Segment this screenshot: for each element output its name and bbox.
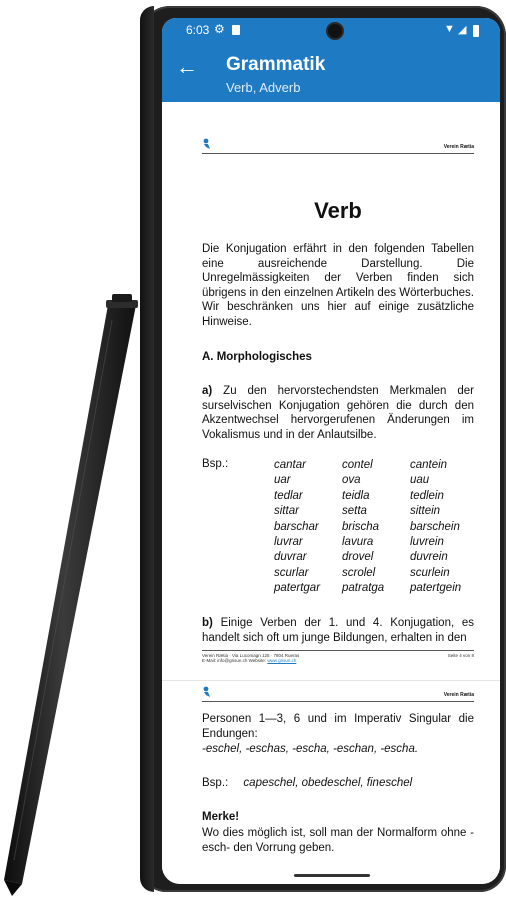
battery-icon <box>473 25 479 37</box>
app-bar <box>162 44 500 102</box>
paragraph-b <box>202 616 474 645</box>
example-word: setta <box>342 505 367 518</box>
header-association: Verein Rætia <box>443 144 474 150</box>
document-viewer[interactable] <box>162 102 500 884</box>
document-title: Verb <box>314 198 362 223</box>
example-word: lavura <box>342 536 374 549</box>
app-title: Grammatik <box>226 54 326 75</box>
app-subtitle: Verb, Adverb <box>226 80 301 95</box>
header-association: Verein Rætia <box>443 692 474 698</box>
example-word: sittar <box>274 505 299 518</box>
phone-screen <box>162 18 500 884</box>
footer-website-label: Website: <box>248 658 267 663</box>
signal-icon: ◢ <box>458 24 467 36</box>
paragraph-b-label: b) <box>202 617 213 629</box>
example-word: scurlar <box>274 566 309 579</box>
logo-icon <box>202 138 212 150</box>
example-word: brischa <box>342 520 380 533</box>
example-word: scurlein <box>410 566 450 579</box>
example-word: tedlar <box>274 489 303 502</box>
example-word: duvrar <box>274 551 307 564</box>
page2-examples-values: capeschel, obedeschel, fineschel <box>243 777 413 789</box>
example-word: barschein <box>410 520 460 533</box>
examples-column-3 <box>410 458 461 597</box>
front-camera <box>328 24 342 38</box>
page2-examples-label: Bsp.: <box>202 777 229 789</box>
footer-email: E-Mail: info@grisun.ch <box>202 658 248 663</box>
status-time: 6:03 <box>186 23 210 37</box>
examples-column-1 <box>274 458 320 597</box>
page2-endings: -eschel, -eschas, -escha, -eschan, -escha. <box>202 743 419 755</box>
footer-address: Verein Rætia · Via Lucomagn 125 · 7804 Rueras <box>202 653 300 658</box>
footer-rule <box>202 650 474 651</box>
page2-paragraph: Personen 1—3, 6 und im Imperativ Singular die Endungen: <box>202 713 474 740</box>
examples-column-2 <box>342 458 384 597</box>
page-separator <box>162 680 500 681</box>
section-heading: A. Morphologisches <box>202 351 312 363</box>
paragraph-a <box>202 384 474 442</box>
merke-text: Wo dies möglich ist, soll man der Normalform ohne -esch- den Vorrung geben. <box>202 827 474 854</box>
paragraph-a-label: a) <box>202 385 213 397</box>
arrow-left-icon[interactable]: ← <box>176 54 198 79</box>
example-word: patertgein <box>410 582 462 595</box>
page-footer <box>202 653 474 663</box>
example-word: sittein <box>410 505 441 518</box>
example-word: contel <box>342 459 373 471</box>
example-word: tedlein <box>410 489 444 502</box>
example-word: cantar <box>274 459 306 471</box>
paragraph-b-text: Einige Verben der 1. und 4. Konjugation, es handelt sich oft um junge Bildungen, erhalten in den <box>202 617 475 644</box>
footer-page-number: Seite 4 von 8 <box>447 653 474 658</box>
status-bar <box>162 18 500 44</box>
example-word: drovel <box>342 551 374 564</box>
phone-side-edge <box>140 6 154 892</box>
header-rule <box>202 153 474 154</box>
intro-paragraph: Die Konjugation erfährt in den folgenden Tabellen eine ausreichende Darstellung. Die Unregelmässigkeiten der Verben finden sich übrigens in den einzelnen Artikeln des Wörterbuches. Wir beschränken uns hier auf einige zusätzliche Hinweise. <box>202 243 474 328</box>
example-word: scrolel <box>342 566 376 579</box>
footer-website-link[interactable]: www.grisun.ch <box>267 658 297 663</box>
example-word: uar <box>274 474 291 487</box>
example-word: uau <box>410 474 430 487</box>
gear-icon: ⚙ <box>214 22 225 36</box>
example-word: cantein <box>410 459 448 471</box>
page2-examples <box>202 776 474 791</box>
example-word: duvrein <box>410 551 448 564</box>
example-word: teidla <box>342 489 370 502</box>
merke-heading: Merke! <box>202 811 240 823</box>
example-word: patertgar <box>274 582 321 595</box>
paragraph-a-text: Zu den hervorstechendsten Merkmalen der surselvischen Konjugation gehören die durch den Akzentwechsel hervorgerufenen Änderungen im Vokalismus und in der Anlautsilbe. <box>202 385 474 441</box>
example-word: patratga <box>342 582 385 595</box>
sd-card-icon <box>232 25 240 35</box>
example-word: luvrein <box>410 536 444 549</box>
header-rule <box>202 701 474 702</box>
wifi-icon: ▼ <box>444 23 455 35</box>
example-word: luvrar <box>274 536 303 549</box>
example-word: ova <box>342 474 361 487</box>
examples-label: Bsp.: <box>202 458 229 470</box>
gesture-navigation-bar[interactable] <box>294 874 370 877</box>
logo-icon <box>202 686 212 698</box>
example-word: barschar <box>274 520 319 533</box>
